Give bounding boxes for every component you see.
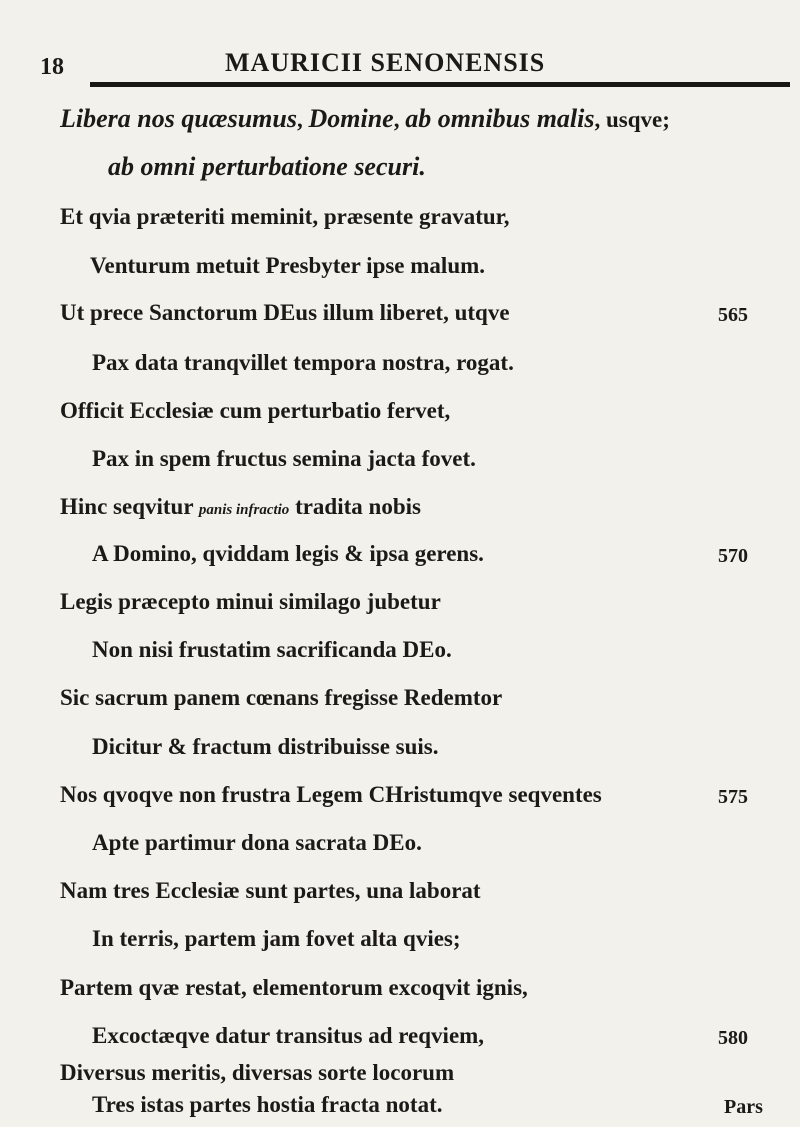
litany-line-2: ab omni perturbatione securi. <box>108 152 426 181</box>
verse-line-8: Pax in spem fructus semina jacta fovet. <box>92 446 476 471</box>
header-rule <box>90 82 790 87</box>
running-title: MAURICII SENONENSIS <box>225 48 546 77</box>
litany-comma-2: , <box>393 107 406 132</box>
litany-invocation: Libera nos quæsumus <box>60 104 297 133</box>
catchword: Pars <box>724 1096 763 1118</box>
verse-line-15: Nos qvoqve non frustra Legem CHristumqve seqventes <box>60 782 602 807</box>
litany-usqve: , usqve; <box>594 107 670 132</box>
verse-line-16: Apte partimur dona sacrata DEo. <box>92 830 422 855</box>
verse-number-565: 565 <box>718 304 748 326</box>
verse-line-4: Venturum metuit Presbyter ipse malum. <box>90 253 486 278</box>
verse-line-9-start: Hinc seqvitur <box>60 494 199 519</box>
verse-line-11: Legis præcepto minui similago jubetur <box>60 589 441 614</box>
verse-line-14: Dicitur & fractum distribuisse suis. <box>92 734 439 759</box>
verse-line-18: In terris, partem jam fovet alta qvies; <box>92 926 461 951</box>
verse-line-21: Diversus meritis, diversas sorte locorum <box>60 1060 455 1085</box>
verse-line-13: Sic sacrum panem cœnans fregisse Redemtor <box>60 685 503 710</box>
litany-domine: Domine <box>308 104 394 133</box>
verse-line-22: Tres istas partes hostia fracta notat. <box>92 1092 443 1117</box>
verse-line-9 <box>60 494 421 520</box>
page-header <box>40 40 780 86</box>
verse-line-12: Non nisi frustatim sacrificanda DEo. <box>92 637 452 662</box>
verse-number-570: 570 <box>718 545 748 567</box>
litany-malis: ab omnibus malis <box>405 104 595 133</box>
page-number: 18 <box>40 54 64 80</box>
verse-line-3: Et qvia præteriti meminit, præsente gravatur, <box>60 204 510 229</box>
verse-line-7: Officit Ecclesiæ cum perturbatio fervet, <box>60 398 451 423</box>
verse-number-580: 580 <box>718 1027 748 1049</box>
verse-line-9-end: tradita nobis <box>289 494 421 519</box>
verse-number-575: 575 <box>718 786 748 808</box>
verse-line-20: Excoctæqve datur transitus ad reqviem, <box>92 1023 485 1048</box>
panis-infractio: panis infractio <box>198 502 290 518</box>
verse-line-6: Pax data tranqvillet tempora nostra, rogat. <box>92 350 514 375</box>
litany-comma-1: , <box>296 107 309 132</box>
verse-line-17: Nam tres Ecclesiæ sunt partes, una laborat <box>60 878 481 903</box>
verse-line-5: Ut prece Sanctorum DEus illum liberet, utqve <box>60 300 510 325</box>
verse-line-19: Partem qvæ restat, elementorum excoqvit ignis, <box>60 975 528 1000</box>
litany-line-1 <box>60 104 670 134</box>
verse-line-10: A Domino, qviddam legis & ipsa gerens. <box>92 541 484 566</box>
